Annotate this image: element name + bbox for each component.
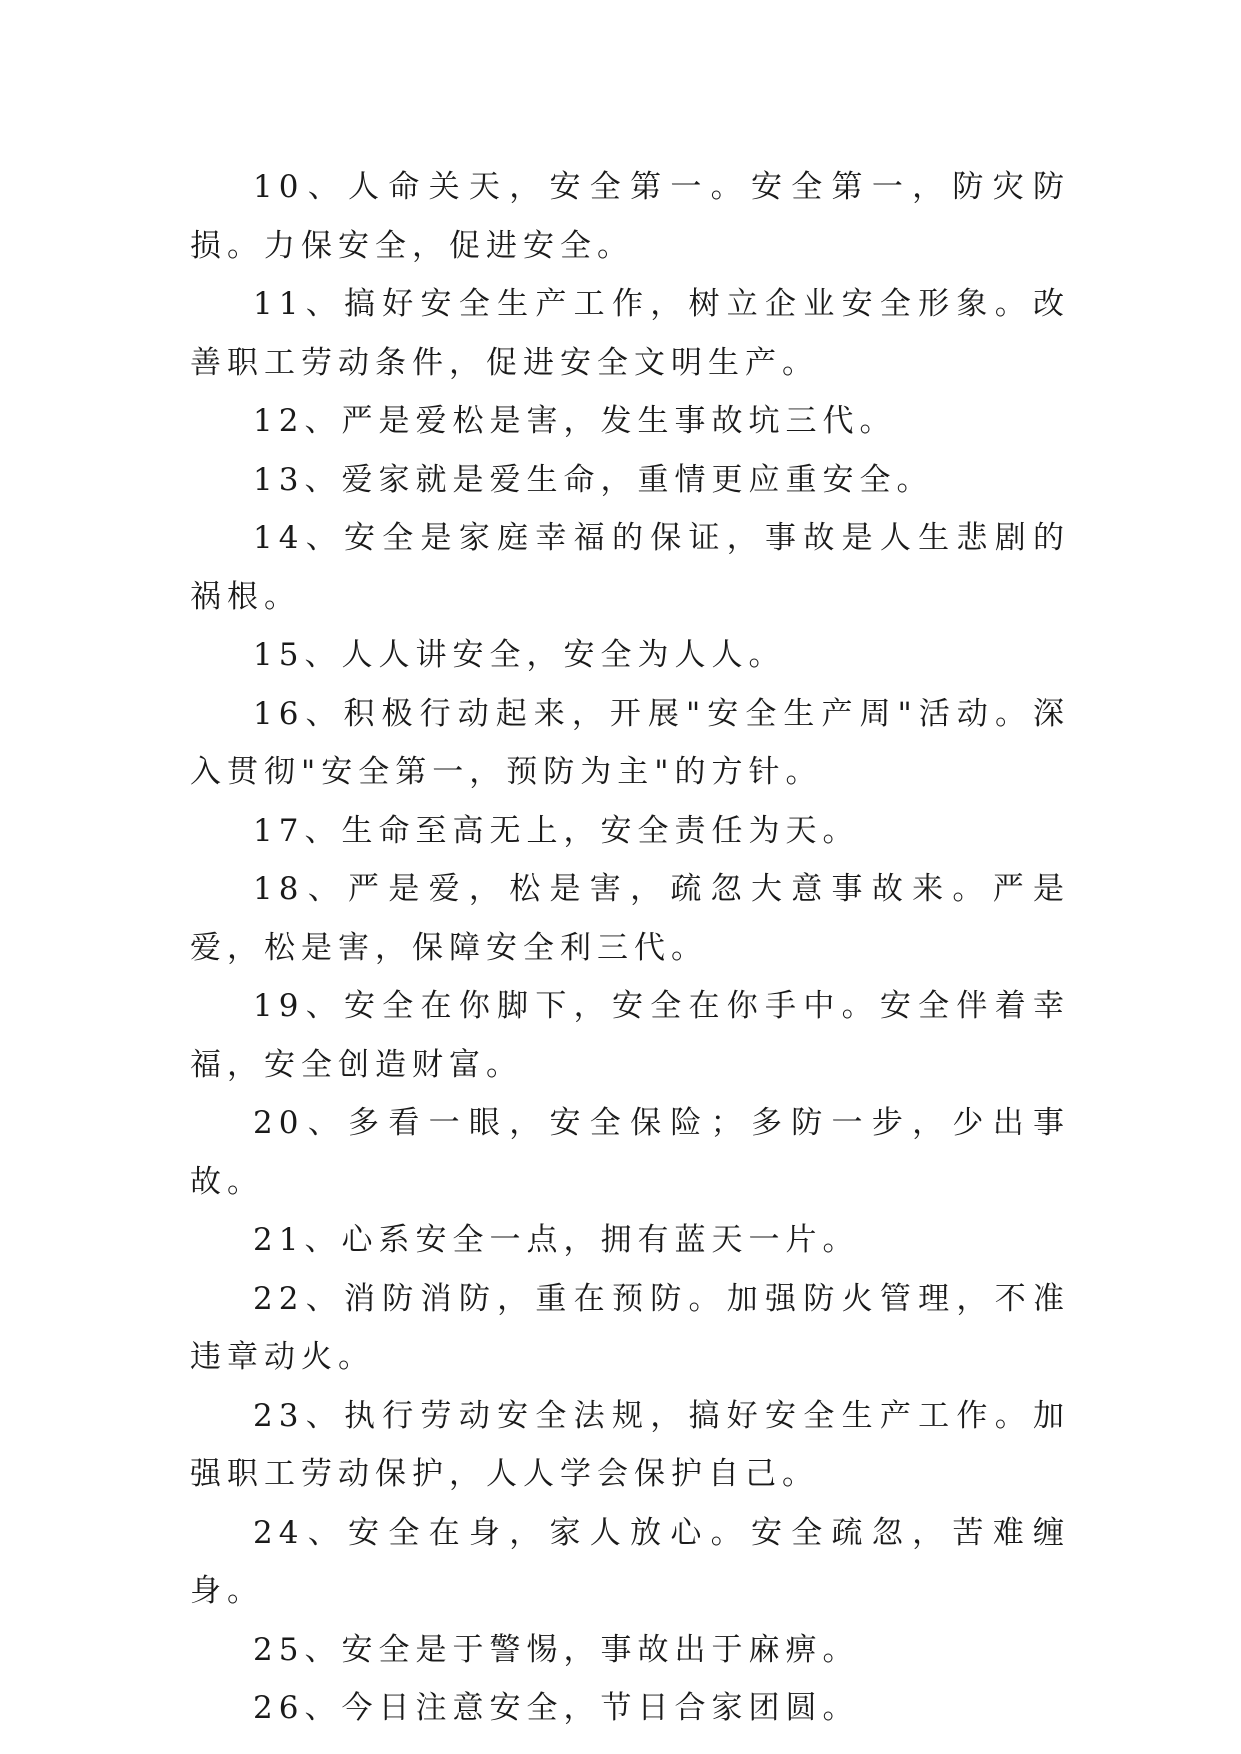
slogan-paragraph: 10、人命关天，安全第一。安全第一，防灾防损。力保安全，促进安全。 bbox=[190, 169, 1070, 264]
slogan-paragraph: 18、严是爱，松是害，疏忽大意事故来。严是爱，松是害，保障安全利三代。 bbox=[190, 871, 1070, 966]
slogan-paragraph: 16、积极行动起来，开展"安全生产周"活动。深入贯彻"安全第一，预防为主"的方针。 bbox=[190, 695, 1070, 790]
slogan-paragraph: 26、今日注意安全，节日合家团圆。 bbox=[253, 1690, 860, 1726]
slogan-paragraph: 21、心系安全一点，拥有蓝天一片。 bbox=[253, 1222, 860, 1258]
slogan-paragraph: 24、安全在身，家人放心。安全疏忽，苦难缠身。 bbox=[190, 1514, 1070, 1609]
slogan-paragraph: 17、生命至高无上，安全责任为天。 bbox=[253, 812, 860, 849]
slogan-paragraph: 14、安全是家庭幸福的保证，事故是人生悲剧的祸根。 bbox=[190, 520, 1070, 615]
slogan-paragraph: 20、多看一眼，安全保险；多防一步，少出事故。 bbox=[190, 1105, 1070, 1200]
slogan-paragraph: 13、爱家就是爱生命，重情更应重安全。 bbox=[253, 461, 934, 498]
slogan-paragraph: 11、搞好安全生产工作，树立企业安全形象。改善职工劳动条件，促进安全文明生产。 bbox=[190, 286, 1070, 381]
slogan-paragraph: 25、安全是于警惕，事故出于麻痹。 bbox=[253, 1631, 860, 1668]
slogan-paragraph: 15、人人讲安全，安全为人人。 bbox=[253, 637, 786, 673]
slogan-paragraph: 19、安全在你脚下，安全在你手中。安全伴着幸福，安全创造财富。 bbox=[190, 988, 1070, 1083]
slogan-paragraph: 22、消防消防，重在预防。加强防火管理，不准违章动火。 bbox=[190, 1280, 1070, 1375]
slogan-paragraph: 12、严是爱松是害，发生事故坑三代。 bbox=[253, 403, 897, 439]
slogan-paragraph: 23、执行劳动安全法规，搞好安全生产工作。加强职工劳动保护，人人学会保护自己。 bbox=[190, 1397, 1070, 1492]
document-body bbox=[190, 158, 1070, 1738]
